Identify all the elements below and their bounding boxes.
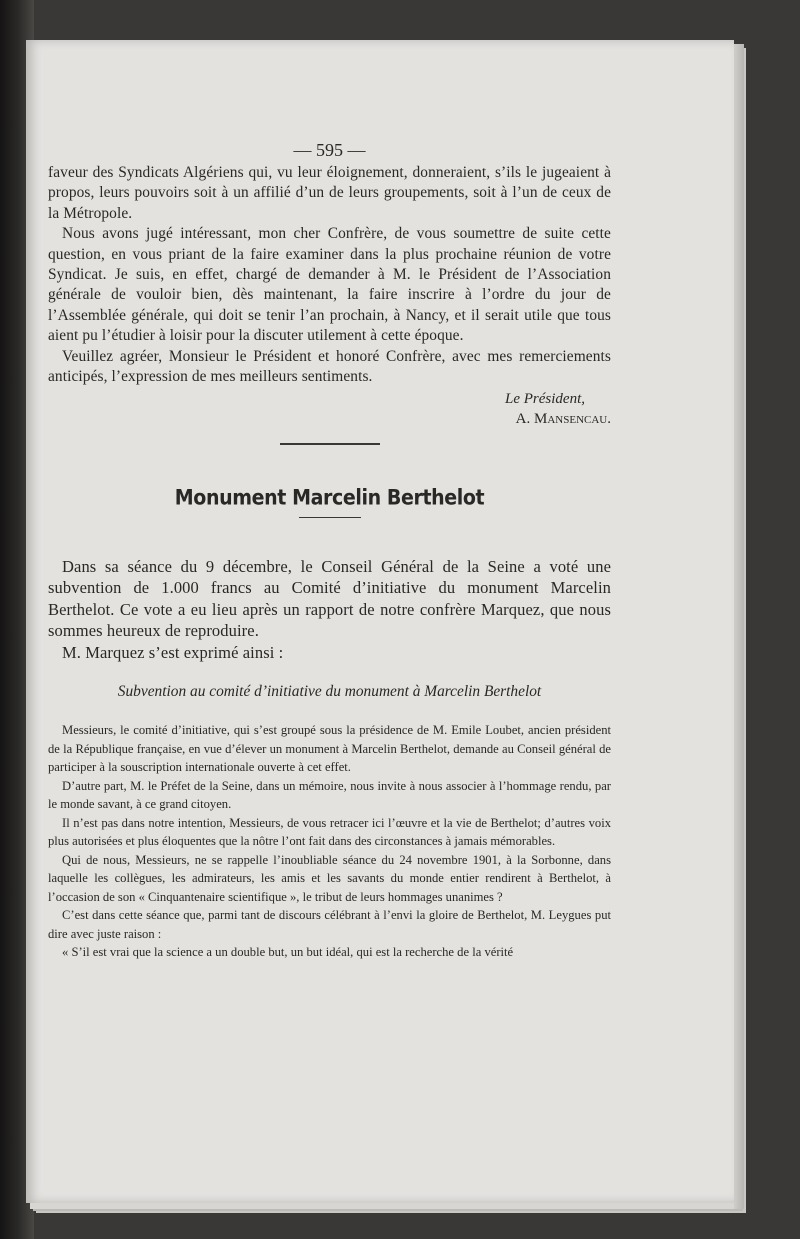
paragraph: M. Marquez s’est exprimé ainsi : — [62, 642, 284, 662]
paragraph: « S’il est vrai que la science a un double but, un but idéal, qui est la recherche de la vérité — [62, 945, 514, 960]
signature-block — [48, 389, 611, 429]
intro-text — [48, 163, 611, 387]
report-text — [48, 721, 611, 962]
paragraph: Il n’est pas dans notre intention, Messieurs, de vous retracer ici l’œuvre et la vie de Berthelot; d’autres voix plus autorisées et plus éloquentes que la nôtre l’ont fait dans des circonstances à jamais mémorables. — [48, 815, 611, 849]
section-title: Monument Marcelin Berthelot — [174, 485, 485, 510]
signature-name: Mansencau. — [534, 411, 611, 428]
signature-initial: A. — [515, 411, 535, 428]
paragraph: Qui de nous, Messieurs, ne se rappelle l’inoubliable séance du 24 novembre 1901, à la Sorbonne, dans laquelle les collègues, les admirateurs, les amis et les savants du monde entier rendirent à Berthelot, à l’occasion de son « Cinquantenaire scientifique », le tribut de leurs hommages unanimes ? — [48, 852, 611, 904]
paragraph: Messieurs, le comité d’initiative, qui s’est groupé sous la présidence de M. Emile Loubet, ancien président de la République française, en vue d’élever un monument à Marcelin Berthelot, demande au Conseil général de participer à la souscription internationale ouverte à cet effet. — [48, 723, 611, 775]
page-edges — [734, 44, 744, 1209]
section-text — [48, 556, 611, 664]
paragraph: Nous avons jugé intéressant, mon cher Confrère, de vous soumettre de suite cette question, en vous priant de la faire examiner dans la plus prochaine réunion de votre Syndicat. Je suis, en effet, chargé de demander à M. le Président de l’Association générale de vouloir bien, dès maintenant, la faire inscrire à l’ordre du jour de l’Assemblée générale, qui doit se tenir l’an prochain, à Nancy, et il serait utile que tous aient pu l’étudier à loisir pour la discuter utilement à cette époque. — [48, 225, 611, 345]
paragraph: Dans sa séance du 9 décembre, le Conseil Général de la Seine a voté une subvention de 1.000 francs au Comité d’initiative du monument Marcelin Berthelot. Ce vote a eu lieu après un rapport de notre confrère Marquez, que nous sommes heureux de reproduire. — [48, 556, 611, 641]
page-number: — 595 — — [293, 140, 366, 160]
paragraph: faveur des Syndicats Algériens qui, vu leur éloignement, donneraient, s’ils le jugeaient à propos, leurs pouvoirs soit à un affilié d’un de leurs groupements, soit à l’un de ceux de la Métropole. — [48, 164, 611, 222]
divider — [299, 517, 361, 518]
paragraph: C’est dans cette séance que, parmi tant de discours célébrant à l’envi la gloire de Berthelot, M. Leygues put dire avec juste raison : — [48, 908, 611, 941]
divider — [280, 443, 380, 444]
paragraph: Veuillez agréer, Monsieur le Président et honoré Confrère, avec mes remerciements anticipés, l’expression de mes meilleurs sentiments. — [48, 347, 611, 386]
page-content — [48, 140, 611, 962]
paragraph: D’autre part, M. le Préfet de la Seine, dans un mémoire, nous invite à nous associer à l’hommage rendu, par le monde savant, à ce grand citoyen. — [48, 778, 611, 812]
signature-role: Le Président, — [505, 391, 585, 408]
report-subtitle: Subvention au comité d’initiative du monument à Marcelin Berthelot — [117, 683, 542, 701]
document-page — [26, 40, 734, 1203]
signature-name-line — [48, 409, 611, 429]
